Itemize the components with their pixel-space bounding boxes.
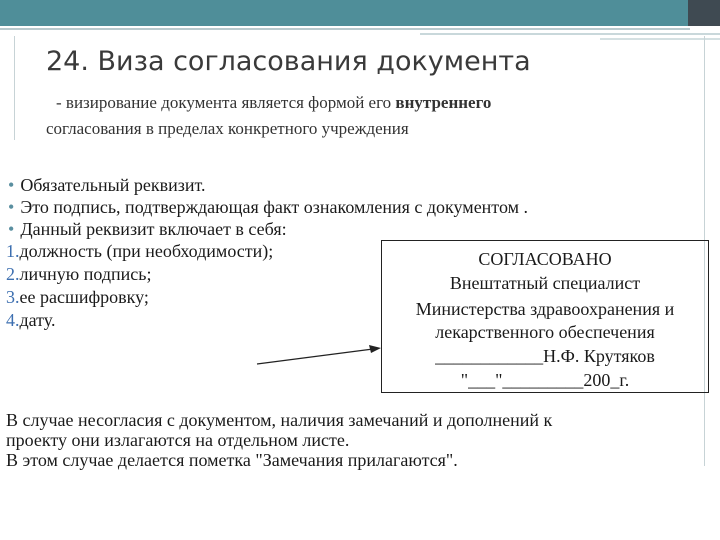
header-corner-block bbox=[688, 0, 720, 26]
numbered-item bbox=[6, 240, 273, 263]
footer-text: В случае несогласия с документом, наличия замечаний и дополнений к bbox=[6, 410, 553, 430]
stamp-line: Внештатный специалист bbox=[449, 273, 641, 293]
item-number: 2. bbox=[6, 264, 20, 284]
footer-text: В этом случае делается пометка "Замечания прилагаются". bbox=[6, 450, 458, 470]
approval-stamp-box bbox=[381, 240, 709, 393]
footer-paragraph bbox=[6, 410, 706, 470]
item-number: 1. bbox=[6, 241, 20, 261]
header-bar bbox=[0, 0, 688, 26]
item-text: дату. bbox=[19, 310, 56, 330]
bullet-list bbox=[8, 174, 528, 240]
stamp-signature-line: ____________Н.Ф. Крутяков bbox=[435, 346, 655, 366]
subtitle-text: - визирование документа является формой его bbox=[56, 93, 396, 112]
footer-text: проекту они излагаются на отдельном листе. bbox=[6, 430, 350, 450]
slide-subtitle bbox=[46, 90, 686, 142]
item-text: личную подпись; bbox=[19, 264, 152, 284]
numbered-list bbox=[6, 240, 273, 332]
bullet-dot-icon: • bbox=[8, 197, 15, 217]
item-text: ее расшифровку; bbox=[19, 287, 149, 307]
bullet-item bbox=[8, 196, 528, 218]
subtitle-bold: внутреннего bbox=[395, 93, 492, 112]
numbered-item bbox=[6, 286, 273, 309]
item-number: 4. bbox=[6, 310, 20, 330]
bullet-dot-icon: • bbox=[8, 219, 15, 239]
bullet-item bbox=[8, 218, 528, 240]
pointer-arrow-icon bbox=[255, 340, 385, 370]
header-rule bbox=[0, 28, 690, 30]
numbered-item bbox=[6, 263, 273, 286]
bullet-item bbox=[8, 174, 528, 196]
numbered-item bbox=[6, 309, 273, 332]
stamp-line: Министерства здравоохранения и bbox=[415, 299, 675, 319]
bullet-text: Обязательный реквизит. bbox=[20, 175, 206, 195]
bullet-text: Это подпись, подтверждающая факт ознакомления с документом . bbox=[20, 197, 528, 217]
subtitle-text-2: согласования в пределах конкретного учреждения bbox=[46, 119, 409, 138]
header-rule-shortest bbox=[600, 38, 720, 40]
stamp-line: лекарственного обеспечения bbox=[435, 322, 655, 342]
stamp-line: СОГЛАСОВАНО bbox=[478, 249, 612, 269]
frame-line-left bbox=[14, 36, 15, 140]
slide-title: 24. Виза согласования документа bbox=[46, 46, 531, 77]
header-rule-short bbox=[420, 33, 720, 35]
bullet-text: Данный реквизит включает в себя: bbox=[20, 219, 287, 239]
item-number: 3. bbox=[6, 287, 20, 307]
bullet-dot-icon: • bbox=[8, 175, 15, 195]
item-text: должность (при необходимости); bbox=[19, 241, 274, 261]
stamp-date-line: "___"_________200_г. bbox=[460, 370, 630, 390]
